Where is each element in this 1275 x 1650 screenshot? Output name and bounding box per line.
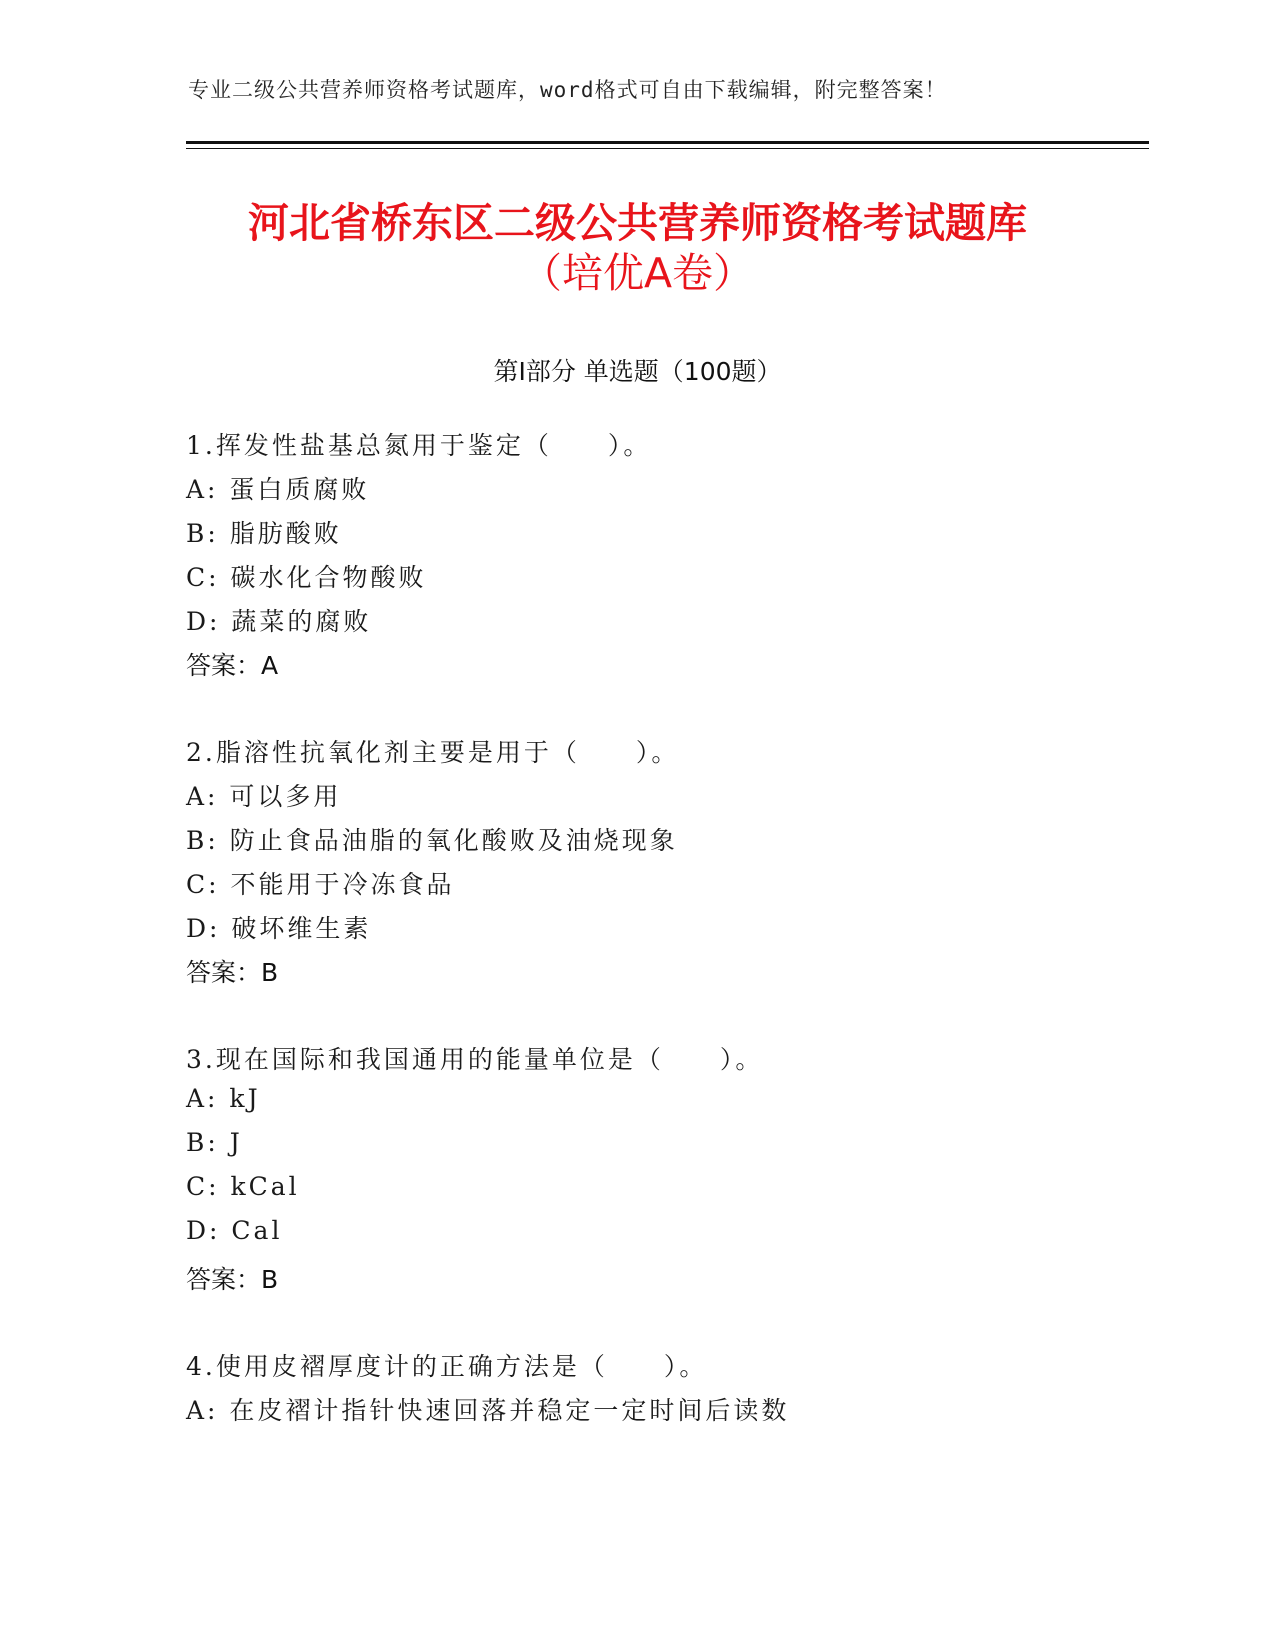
option-a: A: 蛋白质腐败 — [186, 475, 370, 504]
option-d: D: Cal — [186, 1216, 283, 1245]
question-stem: 3.现在国际和我国通用的能量单位是（ ）。 — [186, 1045, 764, 1074]
option-a: A: kJ — [186, 1084, 261, 1113]
header-note: 专业二级公共营养师资格考试题库，word格式可自由下载编辑，附完整答案！ — [188, 78, 947, 102]
option-b: B: 脂肪酸败 — [186, 519, 342, 548]
option-d: D: 蔬菜的腐败 — [186, 607, 372, 636]
header-divider — [186, 141, 1149, 147]
question-stem: 1.挥发性盐基总氮用于鉴定（ ）。 — [186, 431, 652, 460]
option-c: C: 碳水化合物酸败 — [186, 563, 427, 592]
option-c: C: kCal — [186, 1172, 300, 1201]
question-stem: 2.脂溶性抗氧化剂主要是用于（ ）。 — [186, 738, 680, 767]
option-a: A: 可以多用 — [186, 782, 342, 811]
option-b: B: 防止食品油脂的氧化酸败及油烧现象 — [186, 826, 678, 855]
answer-line: 答案：A — [186, 651, 279, 680]
option-b: B: J — [186, 1128, 243, 1157]
document-title-line2: （培优A卷） — [520, 249, 755, 297]
option-a: A: 在皮褶计指针快速回落并稳定一定时间后读数 — [186, 1396, 790, 1425]
question-stem: 4.使用皮褶厚度计的正确方法是（ ）。 — [186, 1352, 708, 1381]
document-title-line1: 河北省桥东区二级公共营养师资格考试题库 — [248, 199, 1027, 247]
section-heading: 第I部分 单选题（100题） — [493, 357, 782, 386]
answer-line: 答案：B — [186, 1265, 279, 1294]
option-c: C: 不能用于冷冻食品 — [186, 870, 455, 899]
option-d: D: 破坏维生素 — [186, 914, 372, 943]
answer-line: 答案：B — [186, 958, 279, 987]
